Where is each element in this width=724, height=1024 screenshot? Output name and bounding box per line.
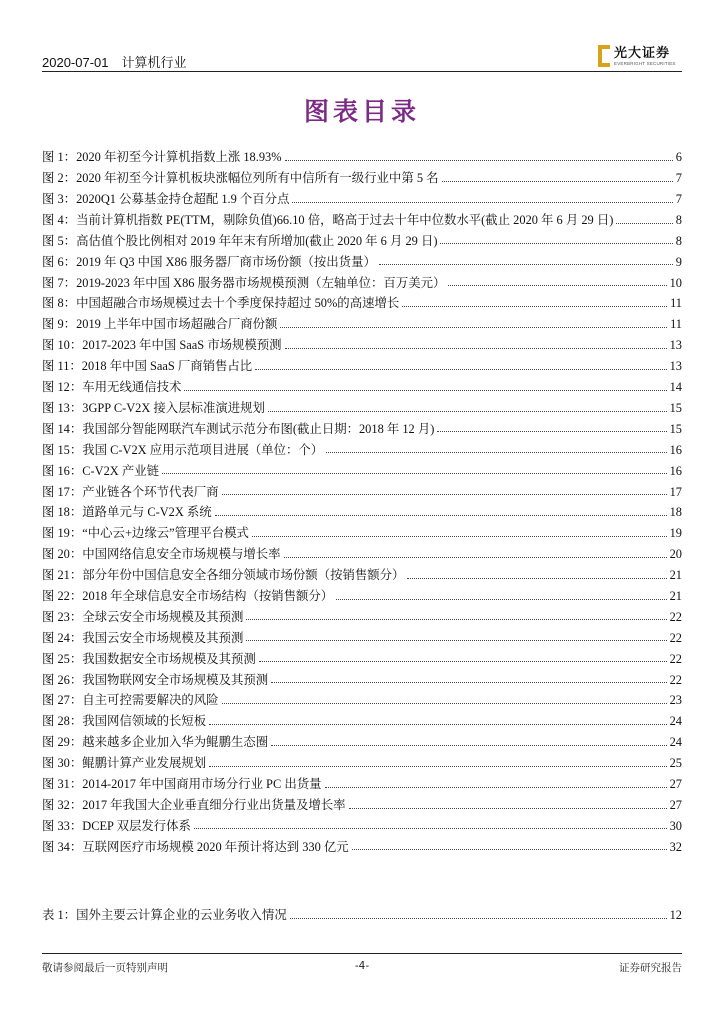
toc-entry-page: 22	[669, 672, 682, 687]
toc-entry[interactable]	[42, 541, 682, 562]
toc-leader-dots	[215, 515, 667, 516]
toc-entry-label: 图 3：2020Q1 公募基金持仓超配 1.9 个百分点	[42, 192, 290, 207]
toc-entry-label: 图 6：2019 年 Q3 中国 X86 服务器厂商市场份额（按出货量）	[42, 254, 376, 269]
toc-entry-label: 图 33：DCEP 双层发行体系	[42, 818, 191, 833]
page-number: -4-	[354, 960, 370, 972]
toc-entry-page: 18	[669, 505, 682, 520]
toc-entry-page: 27	[669, 776, 682, 791]
toc-entry[interactable]	[42, 436, 682, 457]
toc-entry-label: 图 13：3GPP C-V2X 接入层标准演进规划	[42, 400, 265, 415]
toc-entry[interactable]	[42, 562, 682, 583]
toc-leader-dots	[209, 766, 666, 767]
toc-leader-dots	[246, 640, 666, 641]
toc-entry-label: 图 9：2019 上半年中国市场超融合厂商份额	[42, 317, 278, 332]
toc-leader-dots	[448, 285, 666, 286]
toc-entry-page: 32	[669, 839, 682, 854]
toc-leader-dots	[271, 745, 666, 746]
toc-entry-label: 图 4：当前计算机指数 PE(TTM，剔除负值)66.10 倍，略高于过去十年中位数水平(截止 2020 年 6 月 29 日)	[42, 212, 614, 227]
toc-entry[interactable]	[42, 311, 682, 332]
toc-leader-dots	[184, 390, 666, 391]
logo-en: EVERBRIGHT SECURITIES	[614, 61, 676, 66]
toc-entry-label: 图 15：我国 C-V2X 应用示范项目进展（单位：个）	[42, 442, 324, 457]
toc-entry-page: 22	[669, 651, 682, 666]
toc-leader-dots	[442, 181, 673, 182]
toc-entry-page: 15	[669, 400, 682, 415]
toc-entry[interactable]	[42, 290, 682, 311]
toc-entry[interactable]	[42, 478, 682, 499]
toc-entry[interactable]	[42, 833, 682, 854]
toc-entry-label: 图 34：互联网医疗市场规模 2020 年预计将达到 330 亿元	[42, 839, 349, 854]
toc-leader-dots	[440, 243, 672, 244]
toc-leader-dots	[285, 348, 667, 349]
toc-entry-label: 图 32：2017 年我国大企业垂直细分行业出货量及增长率	[42, 797, 346, 812]
footer-report-type: 证券研究报告	[619, 962, 682, 974]
toc-entry-page: 13	[669, 338, 682, 353]
toc-entry[interactable]	[42, 687, 682, 708]
toc-entry[interactable]	[42, 207, 682, 228]
toc-entry[interactable]	[42, 750, 682, 771]
toc-entry[interactable]	[42, 228, 682, 249]
page-title: 图表目录	[303, 97, 420, 126]
toc-entry-label: 图 26：我国物联网安全市场规模及其预测	[42, 672, 269, 687]
toc-entry-page: 8	[675, 233, 682, 248]
toc-entry[interactable]	[42, 269, 682, 290]
toc-entry-page: 19	[669, 526, 682, 541]
toc-entry-page: 7	[675, 171, 682, 186]
toc-entry-label: 图 1：2020 年初至今计算机指数上涨 18.93%	[42, 150, 282, 165]
toc-entry-label: 图 29：越来越多企业加入华为鲲鹏生态圈	[42, 735, 269, 750]
toc-entry-label: 图 14：我国部分智能网联汽车测试示范分布图(截止日期：2018 年 12 月)	[42, 421, 435, 436]
toc-leader-dots	[255, 369, 666, 370]
toc-entry[interactable]	[42, 395, 682, 416]
toc-leader-dots	[402, 306, 667, 307]
toc-entry[interactable]	[42, 416, 682, 437]
toc-entry[interactable]	[42, 902, 682, 923]
toc-leader-dots	[246, 619, 666, 620]
toc-leader-dots	[407, 578, 666, 579]
toc-entry-label: 图 27：自主可控需要解决的风险	[42, 693, 219, 708]
toc-entry-page: 27	[669, 797, 682, 812]
toc-entry-page: 22	[669, 609, 682, 624]
toc-leader-dots	[336, 599, 666, 600]
figure-list	[42, 144, 682, 854]
toc-entry-label: 图 25：我国数据安全市场规模及其预测	[42, 651, 256, 666]
toc-entry-page: 7	[675, 192, 682, 207]
toc-entry[interactable]	[42, 624, 682, 645]
toc-leader-dots	[209, 724, 666, 725]
toc-entry-label: 图 31：2014-2017 年中国商用市场分行业 PC 出货量	[42, 776, 322, 791]
toc-entry[interactable]	[42, 604, 682, 625]
toc-entry-page: 12	[669, 908, 682, 923]
toc-leader-dots	[616, 223, 672, 224]
toc-entry[interactable]	[42, 165, 682, 186]
toc-entry-page: 9	[675, 254, 682, 269]
toc-entry[interactable]	[42, 457, 682, 478]
toc-leader-dots	[352, 849, 667, 850]
toc-leader-dots	[284, 557, 667, 558]
toc-entry[interactable]	[42, 708, 682, 729]
toc-leader-dots	[437, 431, 666, 432]
toc-entry-page: 8	[675, 212, 682, 227]
toc-entry-page: 21	[669, 588, 682, 603]
toc-leader-dots	[280, 327, 667, 328]
toc-entry-label: 图 28：我国网信领域的长短板	[42, 714, 207, 729]
toc-entry[interactable]	[42, 813, 682, 834]
toc-entry-page: 11	[670, 296, 682, 311]
toc-entry-label: 图 12：车用无线通信技术	[42, 380, 182, 395]
toc-entry[interactable]	[42, 332, 682, 353]
toc-entry-label: 表 1：国外主要云计算企业的云业务收入情况	[42, 908, 287, 923]
toc-entry-page: 14	[669, 380, 682, 395]
toc-entry-page: 10	[669, 275, 682, 290]
toc-leader-dots	[259, 661, 667, 662]
toc-entry-page: 24	[669, 714, 682, 729]
header-divider	[42, 71, 682, 72]
toc-leader-dots	[194, 828, 667, 829]
toc-entry[interactable]	[42, 771, 682, 792]
toc-entry-label: 图 2：2020 年初至今计算机板块涨幅位列所有中信所有一级行业中第 5 名	[42, 171, 439, 186]
toc-entry-page: 11	[670, 317, 682, 332]
table-list	[42, 902, 682, 923]
logo-cn: 光大证券	[614, 46, 671, 61]
toc-leader-dots	[349, 808, 667, 809]
toc-leader-dots	[268, 411, 667, 412]
toc-entry-page: 23	[669, 693, 682, 708]
toc-entry-label: 图 17：产业链各个环节代表厂商	[42, 484, 219, 499]
header-date-industry: 2020-07-01 计算机行业	[42, 55, 187, 70]
toc-entry-page: 16	[669, 442, 682, 457]
toc-entry[interactable]	[42, 186, 682, 207]
toc-entry-label: 图 10：2017-2023 年中国 SaaS 市场规模预测	[42, 338, 282, 353]
toc-entry[interactable]	[42, 729, 682, 750]
footer-divider	[42, 953, 682, 954]
toc-entry-label: 图 21：部分年份中国信息安全各细分领域市场份额（按销售额分）	[42, 568, 405, 583]
toc-leader-dots	[326, 452, 666, 453]
toc-entry[interactable]	[42, 144, 682, 165]
toc-leader-dots	[271, 682, 666, 683]
toc-entry-label: 图 8：中国超融合市场规模过去十个季度保持超过 50%的高速增长	[42, 296, 400, 311]
toc-entry[interactable]	[42, 666, 682, 687]
toc-entry[interactable]	[42, 520, 682, 541]
toc-entry-label: 图 7：2019-2023 年中国 X86 服务器市场规模预测（左轴单位：百万美元）	[42, 275, 446, 290]
toc-entry-label: 图 19：“中心云+边缘云”管理平台模式	[42, 526, 249, 541]
toc-entry-page: 17	[669, 484, 682, 499]
toc-entry-page: 16	[669, 463, 682, 478]
toc-entry-label: 图 23：全球云安全市场规模及其预测	[42, 609, 244, 624]
toc-entry-label: 图 22：2018 年全球信息安全市场结构（按销售额分）	[42, 588, 334, 603]
toc-entry-page: 22	[669, 630, 682, 645]
toc-leader-dots	[379, 264, 673, 265]
toc-leader-dots	[222, 703, 667, 704]
toc-entry-page: 24	[669, 735, 682, 750]
toc-entry-label: 图 16：C-V2X 产业链	[42, 463, 160, 478]
toc-entry[interactable]	[42, 583, 682, 604]
toc-entry[interactable]	[42, 645, 682, 666]
toc-leader-dots	[222, 494, 667, 495]
company-logo	[598, 40, 682, 68]
toc-entry-label: 图 18：道路单元与 C-V2X 系统	[42, 505, 212, 520]
toc-entry-page: 6	[675, 150, 682, 165]
toc-entry-page: 13	[669, 359, 682, 374]
toc-entry-page: 30	[669, 818, 682, 833]
toc-entry[interactable]	[42, 792, 682, 813]
toc-entry-page: 21	[669, 568, 682, 583]
toc-entry-page: 15	[669, 421, 682, 436]
footer-disclaimer: 敬请参阅最后一页特别声明	[42, 962, 168, 974]
toc-entry[interactable]	[42, 248, 682, 269]
toc-entry[interactable]	[42, 499, 682, 520]
toc-leader-dots	[285, 160, 673, 161]
toc-entry-page: 25	[669, 756, 682, 771]
toc-entry-label: 图 5：高估值个股比例相对 2019 年年末有所增加(截止 2020 年 6 月 29 日)	[42, 233, 438, 248]
toc-entry-label: 图 20：中国网络信息安全市场规模与增长率	[42, 547, 281, 562]
toc-leader-dots	[292, 202, 672, 203]
toc-entry-page: 20	[669, 547, 682, 562]
toc-leader-dots	[252, 536, 667, 537]
toc-leader-dots	[325, 787, 667, 788]
toc-entry-label: 图 30：鲲鹏计算产业发展规划	[42, 756, 207, 771]
logo-mark-icon	[598, 45, 610, 67]
toc-entry-label: 图 11：2018 年中国 SaaS 厂商销售占比	[42, 359, 253, 374]
toc-leader-dots	[290, 918, 667, 919]
toc-leader-dots	[162, 473, 667, 474]
toc-entry[interactable]	[42, 353, 682, 374]
toc-entry-label: 图 24：我国云安全市场规模及其预测	[42, 630, 244, 645]
toc-entry[interactable]	[42, 374, 682, 395]
